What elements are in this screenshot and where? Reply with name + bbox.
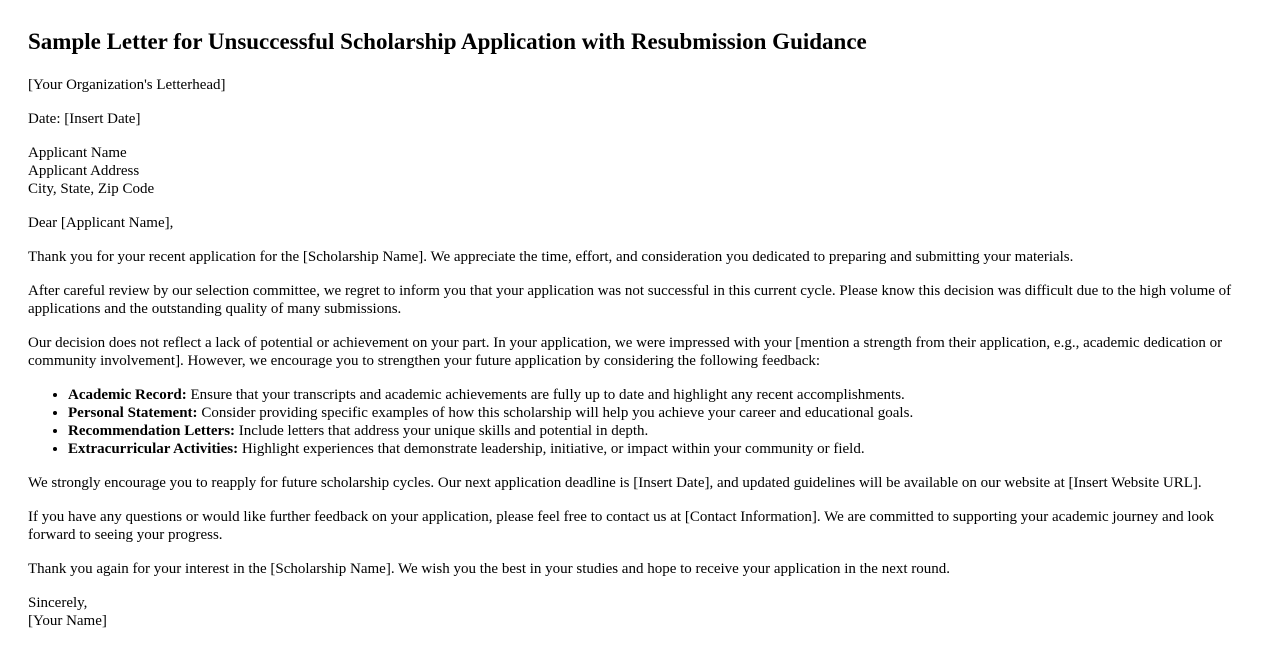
page-title: Sample Letter for Unsuccessful Scholarship Application with Resubmission Guidance	[28, 29, 867, 54]
signoff-name: [Your Name]	[28, 613, 107, 629]
list-item	[68, 440, 1250, 458]
paragraph-contact: If you have any questions or would like further feedback on your application, please feel free to contact us at [Contact Information]. We are committed to supporting your academic journey and look forward to seeing your progress.	[28, 509, 1215, 543]
list-item	[68, 422, 1250, 440]
feedback-item-text: Include letters that address your unique skills and potential in depth.	[235, 423, 649, 439]
feedback-list	[28, 386, 1250, 458]
date-line: Date: [Insert Date]	[28, 111, 141, 127]
feedback-item-title: Recommendation Letters:	[68, 423, 236, 439]
salutation: Dear [Applicant Name],	[28, 215, 174, 231]
letterhead: [Your Organization's Letterhead]	[28, 77, 226, 93]
paragraph-closing-thanks: Thank you again for your interest in the [Scholarship Name]. We wish you the best in your studies and hope to receive your application in the next round.	[28, 561, 951, 577]
recipient-block	[28, 144, 1250, 198]
feedback-item-text: Highlight experiences that demonstrate leadership, initiative, or impact within your community or field.	[238, 441, 865, 457]
paragraph-thanks: Thank you for your recent application for the [Scholarship Name]. We appreciate the time, effort, and consideration you dedicated to preparing and submitting your materials.	[28, 249, 1074, 265]
recipient-city: City, State, Zip Code	[28, 181, 155, 197]
paragraph-encouragement: Our decision does not reflect a lack of potential or achievement on your part. In your application, we were impressed with your [mention a strength from their application, e.g., academic dedication or community involvement]. However, we encourage you to strengthen your future application by considering the following feedback:	[28, 335, 1223, 369]
feedback-item-title: Extracurricular Activities:	[68, 441, 239, 457]
paragraph-reapply: We strongly encourage you to reapply for future scholarship cycles. Our next application deadline is [Insert Date], and updated guidelines will be available on our website at [Insert Website URL].	[28, 475, 1202, 491]
feedback-item-text: Consider providing specific examples of how this scholarship will help you achieve your career and educational goals.	[197, 405, 914, 421]
list-item	[68, 386, 1250, 404]
signoff-block	[28, 594, 1250, 630]
recipient-address: Applicant Address	[28, 163, 140, 179]
feedback-item-title: Academic Record:	[68, 387, 187, 403]
recipient-name: Applicant Name	[28, 145, 127, 161]
signoff-closing: Sincerely,	[28, 595, 88, 611]
list-item	[68, 404, 1250, 422]
paragraph-decision: After careful review by our selection committee, we regret to inform you that your application was not successful in this current cycle. Please know this decision was difficult due to the high volume of applications and the outstanding quality of many submissions.	[28, 283, 1232, 317]
feedback-item-text: Ensure that your transcripts and academic achievements are fully up to date and highlight any recent accomplishments.	[186, 387, 905, 403]
feedback-item-title: Personal Statement:	[68, 405, 198, 421]
